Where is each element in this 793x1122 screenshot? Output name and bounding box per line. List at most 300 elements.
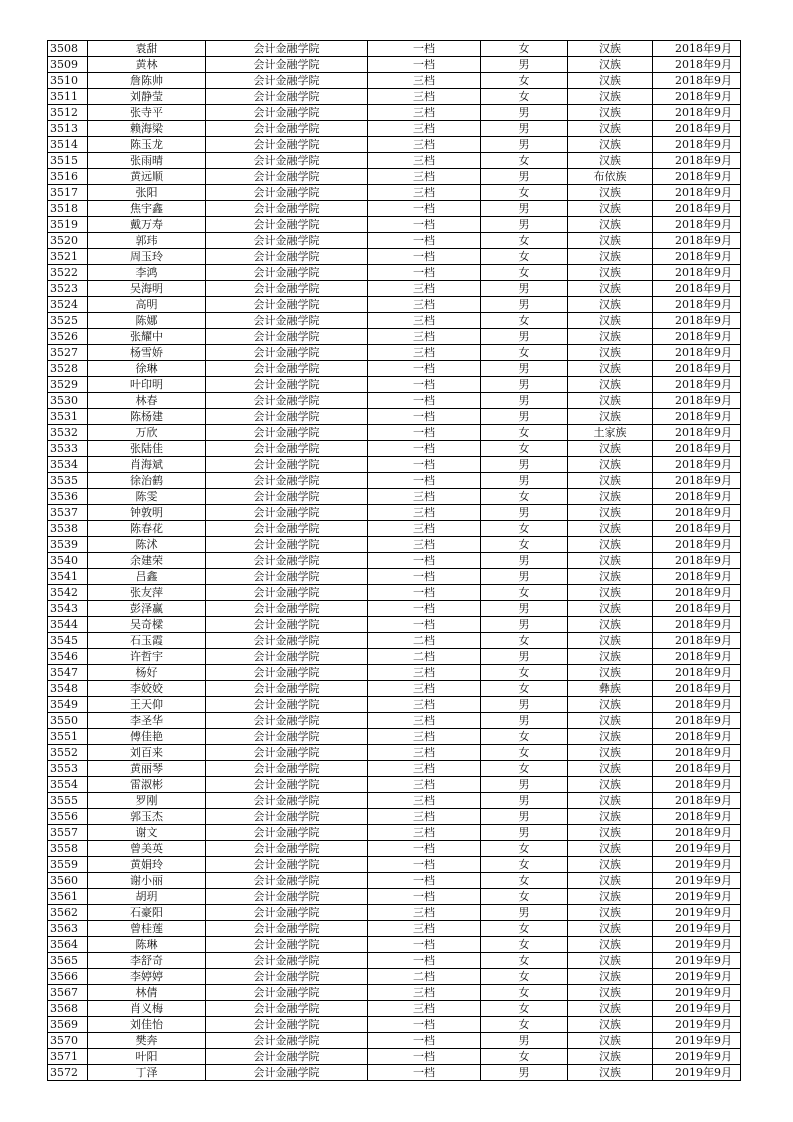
cell-name: 万欣 bbox=[88, 425, 206, 441]
cell-ethnicity: 汉族 bbox=[568, 217, 653, 233]
cell-ethnicity: 汉族 bbox=[568, 89, 653, 105]
cell-gender: 女 bbox=[481, 89, 568, 105]
cell-gender: 女 bbox=[481, 441, 568, 457]
cell-college: 会计金融学院 bbox=[206, 601, 368, 617]
cell-ethnicity: 汉族 bbox=[568, 41, 653, 57]
cell-enrolled: 2019年9月 bbox=[653, 969, 741, 985]
cell-name: 焦宇鑫 bbox=[88, 201, 206, 217]
cell-level: 一档 bbox=[368, 201, 481, 217]
cell-ethnicity: 汉族 bbox=[568, 713, 653, 729]
table-row bbox=[48, 329, 741, 345]
cell-name: 曾桂莲 bbox=[88, 921, 206, 937]
table-row bbox=[48, 441, 741, 457]
cell-college: 会计金融学院 bbox=[206, 1001, 368, 1017]
cell-ethnicity: 汉族 bbox=[568, 345, 653, 361]
cell-enrolled: 2018年9月 bbox=[653, 297, 741, 313]
cell-id: 3554 bbox=[48, 777, 88, 793]
cell-id: 3525 bbox=[48, 313, 88, 329]
cell-ethnicity: 汉族 bbox=[568, 889, 653, 905]
table-row bbox=[48, 377, 741, 393]
cell-name: 曾美英 bbox=[88, 841, 206, 857]
cell-enrolled: 2018年9月 bbox=[653, 425, 741, 441]
cell-ethnicity: 土家族 bbox=[568, 425, 653, 441]
cell-enrolled: 2018年9月 bbox=[653, 585, 741, 601]
cell-gender: 女 bbox=[481, 41, 568, 57]
cell-level: 三档 bbox=[368, 185, 481, 201]
table-row bbox=[48, 521, 741, 537]
cell-name: 黄丽琴 bbox=[88, 761, 206, 777]
cell-level: 三档 bbox=[368, 745, 481, 761]
cell-enrolled: 2018年9月 bbox=[653, 169, 741, 185]
cell-college: 会计金融学院 bbox=[206, 1017, 368, 1033]
cell-name: 高明 bbox=[88, 297, 206, 313]
cell-gender: 女 bbox=[481, 153, 568, 169]
cell-gender: 女 bbox=[481, 585, 568, 601]
cell-name: 傅佳艳 bbox=[88, 729, 206, 745]
cell-id: 3545 bbox=[48, 633, 88, 649]
cell-id: 3566 bbox=[48, 969, 88, 985]
table-row bbox=[48, 777, 741, 793]
cell-college: 会计金融学院 bbox=[206, 793, 368, 809]
cell-gender: 女 bbox=[481, 745, 568, 761]
cell-name: 赖海梁 bbox=[88, 121, 206, 137]
cell-level: 一档 bbox=[368, 233, 481, 249]
cell-college: 会计金融学院 bbox=[206, 825, 368, 841]
cell-level: 二档 bbox=[368, 969, 481, 985]
table-row bbox=[48, 793, 741, 809]
cell-name: 郭玮 bbox=[88, 233, 206, 249]
cell-enrolled: 2018年9月 bbox=[653, 345, 741, 361]
cell-name: 刘百来 bbox=[88, 745, 206, 761]
cell-enrolled: 2018年9月 bbox=[653, 649, 741, 665]
table-row bbox=[48, 745, 741, 761]
cell-enrolled: 2018年9月 bbox=[653, 825, 741, 841]
cell-ethnicity: 汉族 bbox=[568, 1033, 653, 1049]
cell-enrolled: 2019年9月 bbox=[653, 953, 741, 969]
cell-college: 会计金融学院 bbox=[206, 169, 368, 185]
cell-gender: 女 bbox=[481, 537, 568, 553]
student-table bbox=[47, 40, 741, 1081]
cell-level: 三档 bbox=[368, 521, 481, 537]
cell-college: 会计金融学院 bbox=[206, 745, 368, 761]
cell-level: 一档 bbox=[368, 553, 481, 569]
cell-gender: 女 bbox=[481, 1017, 568, 1033]
cell-gender: 男 bbox=[481, 697, 568, 713]
cell-ethnicity: 汉族 bbox=[568, 441, 653, 457]
cell-enrolled: 2018年9月 bbox=[653, 537, 741, 553]
cell-college: 会计金融学院 bbox=[206, 633, 368, 649]
cell-college: 会计金融学院 bbox=[206, 409, 368, 425]
table-row bbox=[48, 633, 741, 649]
cell-college: 会计金融学院 bbox=[206, 777, 368, 793]
cell-college: 会计金融学院 bbox=[206, 1049, 368, 1065]
cell-id: 3530 bbox=[48, 393, 88, 409]
cell-college: 会计金融学院 bbox=[206, 713, 368, 729]
cell-gender: 男 bbox=[481, 777, 568, 793]
cell-name: 谢小丽 bbox=[88, 873, 206, 889]
cell-enrolled: 2019年9月 bbox=[653, 1049, 741, 1065]
cell-college: 会计金融学院 bbox=[206, 569, 368, 585]
cell-level: 三档 bbox=[368, 681, 481, 697]
cell-ethnicity: 汉族 bbox=[568, 601, 653, 617]
cell-gender: 女 bbox=[481, 937, 568, 953]
cell-gender: 女 bbox=[481, 633, 568, 649]
cell-college: 会计金融学院 bbox=[206, 457, 368, 473]
cell-name: 樊奔 bbox=[88, 1033, 206, 1049]
cell-enrolled: 2018年9月 bbox=[653, 153, 741, 169]
cell-id: 3543 bbox=[48, 601, 88, 617]
cell-college: 会计金融学院 bbox=[206, 249, 368, 265]
cell-id: 3570 bbox=[48, 1033, 88, 1049]
cell-level: 一档 bbox=[368, 1049, 481, 1065]
cell-name: 肖义梅 bbox=[88, 1001, 206, 1017]
cell-college: 会计金融学院 bbox=[206, 681, 368, 697]
cell-ethnicity: 汉族 bbox=[568, 409, 653, 425]
cell-ethnicity: 汉族 bbox=[568, 185, 653, 201]
cell-enrolled: 2018年9月 bbox=[653, 617, 741, 633]
cell-name: 杨好 bbox=[88, 665, 206, 681]
cell-id: 3520 bbox=[48, 233, 88, 249]
cell-enrolled: 2019年9月 bbox=[653, 1065, 741, 1081]
cell-ethnicity: 汉族 bbox=[568, 521, 653, 537]
cell-id: 3533 bbox=[48, 441, 88, 457]
table-row bbox=[48, 249, 741, 265]
cell-enrolled: 2018年9月 bbox=[653, 505, 741, 521]
cell-college: 会计金融学院 bbox=[206, 649, 368, 665]
table-row bbox=[48, 1065, 741, 1081]
cell-level: 一档 bbox=[368, 857, 481, 873]
cell-name: 刘静莹 bbox=[88, 89, 206, 105]
table-row bbox=[48, 121, 741, 137]
table-row bbox=[48, 1017, 741, 1033]
cell-college: 会计金融学院 bbox=[206, 905, 368, 921]
table-row bbox=[48, 825, 741, 841]
cell-ethnicity: 汉族 bbox=[568, 473, 653, 489]
cell-ethnicity: 汉族 bbox=[568, 1049, 653, 1065]
table-row bbox=[48, 281, 741, 297]
cell-gender: 女 bbox=[481, 969, 568, 985]
cell-level: 三档 bbox=[368, 89, 481, 105]
cell-id: 3536 bbox=[48, 489, 88, 505]
cell-enrolled: 2018年9月 bbox=[653, 761, 741, 777]
table-row bbox=[48, 265, 741, 281]
table-row bbox=[48, 585, 741, 601]
cell-gender: 女 bbox=[481, 345, 568, 361]
cell-name: 王天仰 bbox=[88, 697, 206, 713]
cell-ethnicity: 汉族 bbox=[568, 585, 653, 601]
cell-ethnicity: 汉族 bbox=[568, 1065, 653, 1081]
cell-college: 会计金融学院 bbox=[206, 889, 368, 905]
cell-college: 会计金融学院 bbox=[206, 553, 368, 569]
cell-enrolled: 2018年9月 bbox=[653, 553, 741, 569]
cell-ethnicity: 汉族 bbox=[568, 873, 653, 889]
cell-college: 会计金融学院 bbox=[206, 585, 368, 601]
table-row bbox=[48, 425, 741, 441]
cell-id: 3542 bbox=[48, 585, 88, 601]
cell-id: 3512 bbox=[48, 105, 88, 121]
cell-gender: 男 bbox=[481, 553, 568, 569]
cell-ethnicity: 汉族 bbox=[568, 729, 653, 745]
cell-id: 3519 bbox=[48, 217, 88, 233]
cell-enrolled: 2019年9月 bbox=[653, 1001, 741, 1017]
cell-gender: 女 bbox=[481, 857, 568, 873]
cell-id: 3561 bbox=[48, 889, 88, 905]
cell-gender: 男 bbox=[481, 57, 568, 73]
cell-gender: 女 bbox=[481, 185, 568, 201]
cell-name: 许哲宇 bbox=[88, 649, 206, 665]
cell-college: 会计金融学院 bbox=[206, 809, 368, 825]
cell-enrolled: 2019年9月 bbox=[653, 841, 741, 857]
cell-college: 会计金融学院 bbox=[206, 313, 368, 329]
cell-id: 3541 bbox=[48, 569, 88, 585]
cell-ethnicity: 汉族 bbox=[568, 921, 653, 937]
cell-enrolled: 2018年9月 bbox=[653, 377, 741, 393]
cell-id: 3513 bbox=[48, 121, 88, 137]
cell-ethnicity: 汉族 bbox=[568, 665, 653, 681]
cell-name: 刘佳怡 bbox=[88, 1017, 206, 1033]
table-row bbox=[48, 985, 741, 1001]
cell-level: 一档 bbox=[368, 937, 481, 953]
cell-id: 3537 bbox=[48, 505, 88, 521]
cell-enrolled: 2018年9月 bbox=[653, 809, 741, 825]
cell-enrolled: 2019年9月 bbox=[653, 921, 741, 937]
cell-enrolled: 2018年9月 bbox=[653, 265, 741, 281]
cell-ethnicity: 汉族 bbox=[568, 553, 653, 569]
cell-name: 李姣姣 bbox=[88, 681, 206, 697]
cell-ethnicity: 汉族 bbox=[568, 617, 653, 633]
cell-enrolled: 2018年9月 bbox=[653, 601, 741, 617]
table-row bbox=[48, 697, 741, 713]
cell-level: 三档 bbox=[368, 169, 481, 185]
cell-college: 会计金融学院 bbox=[206, 73, 368, 89]
cell-level: 三档 bbox=[368, 137, 481, 153]
table-row bbox=[48, 553, 741, 569]
cell-id: 3538 bbox=[48, 521, 88, 537]
table-row bbox=[48, 937, 741, 953]
table-row bbox=[48, 233, 741, 249]
cell-college: 会计金融学院 bbox=[206, 121, 368, 137]
cell-id: 3522 bbox=[48, 265, 88, 281]
table-row bbox=[48, 681, 741, 697]
cell-name: 吕鑫 bbox=[88, 569, 206, 585]
cell-enrolled: 2018年9月 bbox=[653, 569, 741, 585]
table-row bbox=[48, 185, 741, 201]
cell-ethnicity: 汉族 bbox=[568, 905, 653, 921]
table-row bbox=[48, 89, 741, 105]
cell-level: 三档 bbox=[368, 713, 481, 729]
cell-level: 三档 bbox=[368, 665, 481, 681]
cell-name: 徐琳 bbox=[88, 361, 206, 377]
cell-id: 3511 bbox=[48, 89, 88, 105]
cell-id: 3514 bbox=[48, 137, 88, 153]
cell-college: 会计金融学院 bbox=[206, 57, 368, 73]
cell-gender: 女 bbox=[481, 73, 568, 89]
cell-level: 三档 bbox=[368, 825, 481, 841]
cell-enrolled: 2018年9月 bbox=[653, 313, 741, 329]
cell-name: 罗刚 bbox=[88, 793, 206, 809]
cell-gender: 女 bbox=[481, 761, 568, 777]
table-row bbox=[48, 489, 741, 505]
table-row bbox=[48, 841, 741, 857]
cell-college: 会计金融学院 bbox=[206, 489, 368, 505]
table-row bbox=[48, 105, 741, 121]
cell-gender: 男 bbox=[481, 1033, 568, 1049]
cell-level: 一档 bbox=[368, 617, 481, 633]
cell-college: 会计金融学院 bbox=[206, 441, 368, 457]
cell-ethnicity: 汉族 bbox=[568, 937, 653, 953]
cell-id: 3567 bbox=[48, 985, 88, 1001]
table-row bbox=[48, 969, 741, 985]
cell-id: 3568 bbox=[48, 1001, 88, 1017]
cell-college: 会计金融学院 bbox=[206, 937, 368, 953]
cell-gender: 男 bbox=[481, 137, 568, 153]
cell-college: 会计金融学院 bbox=[206, 217, 368, 233]
cell-enrolled: 2018年9月 bbox=[653, 249, 741, 265]
cell-gender: 女 bbox=[481, 1049, 568, 1065]
cell-ethnicity: 布依族 bbox=[568, 169, 653, 185]
table-row bbox=[48, 921, 741, 937]
cell-level: 三档 bbox=[368, 297, 481, 313]
cell-name: 余建荣 bbox=[88, 553, 206, 569]
cell-ethnicity: 汉族 bbox=[568, 793, 653, 809]
table-row bbox=[48, 809, 741, 825]
table-row bbox=[48, 1033, 741, 1049]
cell-name: 叶印明 bbox=[88, 377, 206, 393]
table-row bbox=[48, 153, 741, 169]
cell-name: 陈琳 bbox=[88, 937, 206, 953]
cell-enrolled: 2018年9月 bbox=[653, 217, 741, 233]
table-row bbox=[48, 873, 741, 889]
cell-college: 会计金融学院 bbox=[206, 425, 368, 441]
cell-college: 会计金融学院 bbox=[206, 857, 368, 873]
cell-level: 三档 bbox=[368, 921, 481, 937]
cell-college: 会计金融学院 bbox=[206, 537, 368, 553]
cell-level: 三档 bbox=[368, 153, 481, 169]
table-row bbox=[48, 169, 741, 185]
cell-level: 一档 bbox=[368, 473, 481, 489]
cell-gender: 男 bbox=[481, 617, 568, 633]
cell-ethnicity: 汉族 bbox=[568, 1017, 653, 1033]
cell-gender: 女 bbox=[481, 521, 568, 537]
cell-enrolled: 2019年9月 bbox=[653, 937, 741, 953]
cell-enrolled: 2018年9月 bbox=[653, 489, 741, 505]
cell-level: 一档 bbox=[368, 601, 481, 617]
table-body bbox=[48, 41, 741, 1081]
cell-id: 3552 bbox=[48, 745, 88, 761]
cell-id: 3547 bbox=[48, 665, 88, 681]
cell-gender: 男 bbox=[481, 121, 568, 137]
cell-enrolled: 2019年9月 bbox=[653, 889, 741, 905]
cell-gender: 男 bbox=[481, 297, 568, 313]
cell-enrolled: 2018年9月 bbox=[653, 185, 741, 201]
cell-gender: 男 bbox=[481, 825, 568, 841]
cell-id: 3559 bbox=[48, 857, 88, 873]
cell-college: 会计金融学院 bbox=[206, 233, 368, 249]
table-row bbox=[48, 649, 741, 665]
cell-ethnicity: 汉族 bbox=[568, 73, 653, 89]
cell-ethnicity: 汉族 bbox=[568, 953, 653, 969]
cell-gender: 男 bbox=[481, 809, 568, 825]
cell-gender: 男 bbox=[481, 601, 568, 617]
cell-gender: 女 bbox=[481, 489, 568, 505]
cell-ethnicity: 汉族 bbox=[568, 649, 653, 665]
cell-ethnicity: 汉族 bbox=[568, 1001, 653, 1017]
cell-gender: 男 bbox=[481, 217, 568, 233]
cell-college: 会计金融学院 bbox=[206, 761, 368, 777]
cell-college: 会计金融学院 bbox=[206, 393, 368, 409]
cell-gender: 男 bbox=[481, 201, 568, 217]
table-row bbox=[48, 729, 741, 745]
cell-level: 三档 bbox=[368, 329, 481, 345]
cell-ethnicity: 汉族 bbox=[568, 761, 653, 777]
cell-level: 三档 bbox=[368, 505, 481, 521]
table-row bbox=[48, 857, 741, 873]
cell-level: 一档 bbox=[368, 1065, 481, 1081]
cell-college: 会计金融学院 bbox=[206, 729, 368, 745]
cell-level: 三档 bbox=[368, 1001, 481, 1017]
cell-name: 李鸿 bbox=[88, 265, 206, 281]
cell-id: 3562 bbox=[48, 905, 88, 921]
table-row bbox=[48, 713, 741, 729]
table-row bbox=[48, 1001, 741, 1017]
table-row bbox=[48, 1049, 741, 1065]
cell-ethnicity: 汉族 bbox=[568, 809, 653, 825]
cell-id: 3549 bbox=[48, 697, 88, 713]
cell-college: 会计金融学院 bbox=[206, 985, 368, 1001]
cell-college: 会计金融学院 bbox=[206, 137, 368, 153]
cell-college: 会计金融学院 bbox=[206, 1065, 368, 1081]
cell-college: 会计金融学院 bbox=[206, 921, 368, 937]
cell-college: 会计金融学院 bbox=[206, 473, 368, 489]
cell-id: 3569 bbox=[48, 1017, 88, 1033]
table-row bbox=[48, 137, 741, 153]
cell-name: 谢文 bbox=[88, 825, 206, 841]
cell-level: 三档 bbox=[368, 105, 481, 121]
cell-name: 陈沭 bbox=[88, 537, 206, 553]
cell-college: 会计金融学院 bbox=[206, 297, 368, 313]
table-row bbox=[48, 297, 741, 313]
cell-name: 徐治鹤 bbox=[88, 473, 206, 489]
cell-level: 三档 bbox=[368, 777, 481, 793]
table-row bbox=[48, 953, 741, 969]
cell-gender: 女 bbox=[481, 841, 568, 857]
cell-name: 张耀中 bbox=[88, 329, 206, 345]
cell-level: 二档 bbox=[368, 649, 481, 665]
cell-enrolled: 2018年9月 bbox=[653, 745, 741, 761]
cell-ethnicity: 汉族 bbox=[568, 281, 653, 297]
cell-id: 3558 bbox=[48, 841, 88, 857]
cell-name: 黄林 bbox=[88, 57, 206, 73]
cell-name: 胡玥 bbox=[88, 889, 206, 905]
cell-college: 会计金融学院 bbox=[206, 361, 368, 377]
cell-college: 会计金融学院 bbox=[206, 873, 368, 889]
cell-name: 周玉玲 bbox=[88, 249, 206, 265]
cell-ethnicity: 汉族 bbox=[568, 201, 653, 217]
cell-name: 陈娜 bbox=[88, 313, 206, 329]
table-row bbox=[48, 409, 741, 425]
table-row bbox=[48, 201, 741, 217]
cell-ethnicity: 彝族 bbox=[568, 681, 653, 697]
cell-college: 会计金融学院 bbox=[206, 617, 368, 633]
cell-enrolled: 2018年9月 bbox=[653, 441, 741, 457]
cell-college: 会计金融学院 bbox=[206, 89, 368, 105]
cell-id: 3556 bbox=[48, 809, 88, 825]
cell-enrolled: 2018年9月 bbox=[653, 793, 741, 809]
cell-enrolled: 2018年9月 bbox=[653, 697, 741, 713]
cell-gender: 男 bbox=[481, 281, 568, 297]
cell-name: 张阳 bbox=[88, 185, 206, 201]
table-row bbox=[48, 905, 741, 921]
